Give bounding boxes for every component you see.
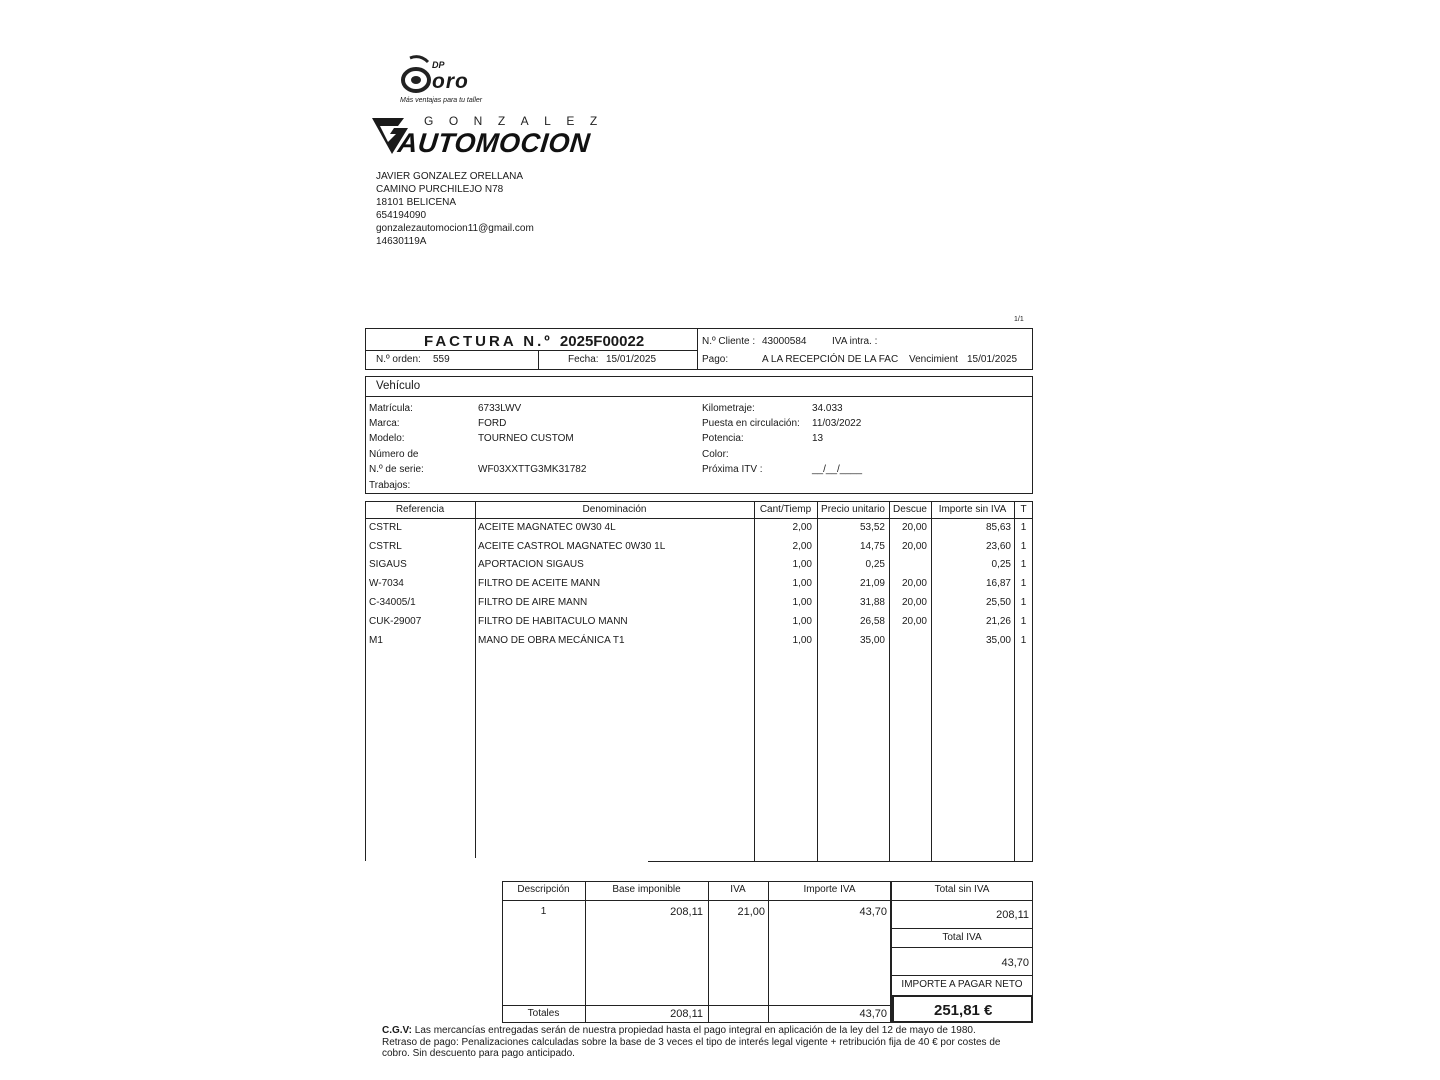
km-label: Kilometraje: [702,403,755,414]
row-discount: 20,00 [901,541,927,552]
row-unit-price: 21,09 [859,578,885,589]
due-label: Vencimient [909,354,958,365]
row-reference: CSTRL [369,541,402,552]
row-tax-type: 1 [1020,522,1027,533]
registration-label: Puesta en circulación: [702,418,800,429]
tax-row-base: 208,11 [670,906,703,918]
row-quantity: 1,00 [792,559,812,570]
row-reference: W-7034 [369,578,404,589]
company-tax-id: 14630119A [376,236,427,247]
vehicle-box [365,376,1033,494]
row-tax-type: 1 [1020,616,1027,627]
tax-row-description: 1 [540,906,547,917]
company-street: CAMINO PURCHILEJO N78 [376,184,504,195]
number-label: Número de [369,449,419,460]
row-description: ACEITE CASTROL MAGNATEC 0W30 1L [478,541,666,552]
tax-header-description: Descripción [517,884,570,895]
row-description: APORTACION SIGAUS [478,559,584,570]
payment-label: Pago: [702,354,729,365]
company-address [376,170,534,248]
totals-label: Totales [527,1008,560,1019]
network-logo-text: oro [432,70,469,93]
client-value: 43000584 [762,336,807,347]
row-reference: SIGAUS [369,559,407,570]
row-reference: C-34005/1 [369,597,416,608]
company-email: gonzalezautomocion11@gmail.com [376,223,534,234]
col-header-tax-type: T [1020,504,1027,515]
row-tax-type: 1 [1020,597,1027,608]
row-tax-type: 1 [1020,578,1027,589]
due-value: 15/01/2025 [967,354,1018,365]
plate-label: Matrícula: [369,403,413,414]
row-discount: 20,00 [901,522,927,533]
col-header-description: Denominación [582,504,647,515]
model-value: TOURNEO CUSTOM [478,433,574,444]
company-name-main: AUTOMOCION [396,128,592,158]
network-logo-prefix: DP [432,60,445,70]
tax-row-vat: 21,00 [737,906,765,918]
row-tax-type: 1 [1020,541,1027,552]
color-label: Color: [702,449,729,460]
date-value: 15/01/2025 [606,354,657,365]
row-amount: 23,60 [985,541,1011,552]
power-value: 13 [812,433,824,444]
totals-vat-amount: 43,70 [859,1008,887,1020]
row-discount: 20,00 [901,597,927,608]
row-quantity: 1,00 [792,616,812,627]
row-unit-price: 35,00 [859,635,885,646]
date-label: Fecha: [568,354,599,365]
row-quantity: 1,00 [792,578,812,589]
model-label: Modelo: [369,433,405,444]
row-unit-price: 26,58 [859,616,885,627]
brand-value: FORD [478,418,507,429]
col-header-discount: Descue [893,504,927,515]
network-tagline: Más ventajas para tu taller [400,97,483,104]
row-amount: 0,25 [991,559,1011,570]
client-label: N.º Cliente : [702,336,756,347]
row-amount: 35,00 [985,635,1011,646]
company-name: JAVIER GONZALEZ ORELLANA [376,171,524,182]
tax-header-vat: IVA [730,884,746,895]
totals-base: 208,11 [670,1008,703,1020]
total-vat-value: 43,70 [1001,957,1029,969]
row-description: ACEITE MAGNATEC 0W30 4L [478,522,616,533]
row-discount: 20,00 [901,616,927,627]
terms-text-block [382,1025,1012,1060]
company-phone: 654194090 [376,210,427,221]
row-amount: 16,87 [985,578,1011,589]
terms-label: C.G.V: [382,1025,413,1036]
row-quantity: 1,00 [792,635,812,646]
order-label: N.º orden: [376,354,421,365]
tax-header-base: Base imponible [612,884,681,895]
itv-label: Próxima ITV : [702,464,763,475]
total-no-vat-label: Total sin IVA [934,884,990,895]
power-label: Potencia: [702,433,744,444]
row-unit-price: 31,88 [859,597,885,608]
invoice-title: FACTURA N.º 2025F00022 [424,333,645,350]
net-label: IMPORTE A PAGAR NETO [901,979,1023,990]
col-header-amount: Importe sin IVA [938,504,1007,515]
company-city: 18101 BELICENA [376,197,457,208]
vehicle-section-title: Vehículo [376,380,421,392]
serial-value: WF03XXTTG3MK31782 [478,464,587,475]
page-mark: 1/1 [1014,316,1024,323]
lines-table [365,501,1033,861]
row-reference: M1 [369,635,383,646]
row-description: FILTRO DE ACEITE MANN [478,578,601,589]
row-description: FILTRO DE HABITACULO MANN [478,616,628,627]
row-quantity: 2,00 [792,522,812,533]
row-unit-price: 53,52 [859,522,885,533]
tax-header-vat-amount: Importe IVA [803,884,856,895]
vat-intra-label: IVA intra. : [832,336,878,347]
payment-value: A LA RECEPCIÓN DE LA FAC [762,354,899,365]
invoice-number: 2025F00022 [559,333,645,350]
col-header-unit-price: Precio unitario [821,504,885,515]
oro-network-logo [398,52,488,110]
row-reference: CUK-29007 [369,616,422,627]
col-header-quantity: Cant/Tiemp [759,504,812,515]
serial-label: N.º de serie: [369,464,424,475]
row-quantity: 2,00 [792,541,812,552]
col-header-reference: Referencia [395,504,445,515]
jobs-label: Trabajos: [369,480,411,491]
row-description: FILTRO DE AIRE MANN [478,597,588,608]
tax-table [502,881,891,1023]
total-no-vat-value: 208,11 [996,909,1029,921]
row-description: MANO DE OBRA MECÁNICA T1 [478,635,625,646]
terms-text: Las mercancías entregadas serán de nuestra propiedad hasta el pago integral en aplicación de la ley del 12 de mayo de 1980. Retraso de pago: Penalizaciones calculadas sobre la base de 3 veces el tipo de interés legal vigente + retribución fija de 40 € por costes de cobro. Sin descuento para pago anticipado. [382,1025,1001,1059]
row-reference: CSTRL [369,522,402,533]
registration-value: 11/03/2022 [812,418,862,429]
row-quantity: 1,00 [792,597,812,608]
row-amount: 21,26 [985,616,1011,627]
company-name-top: GONZALEZ [424,114,613,128]
km-value: 34.033 [812,403,843,414]
tax-row-vat-amount: 43,70 [859,906,887,918]
order-value: 559 [433,354,450,365]
row-unit-price: 14,75 [859,541,885,552]
total-vat-label: Total IVA [942,932,982,943]
row-amount: 85,63 [985,522,1011,533]
net-total-value: 251,81 € [934,1002,993,1019]
itv-value: __/__/____ [812,464,863,475]
row-discount: 20,00 [901,578,927,589]
row-tax-type: 1 [1020,635,1027,646]
brand-label: Marca: [369,418,400,429]
plate-value: 6733LWV [478,403,522,414]
row-tax-type: 1 [1020,559,1027,570]
row-unit-price: 0,25 [865,559,885,570]
row-amount: 25,50 [985,597,1011,608]
